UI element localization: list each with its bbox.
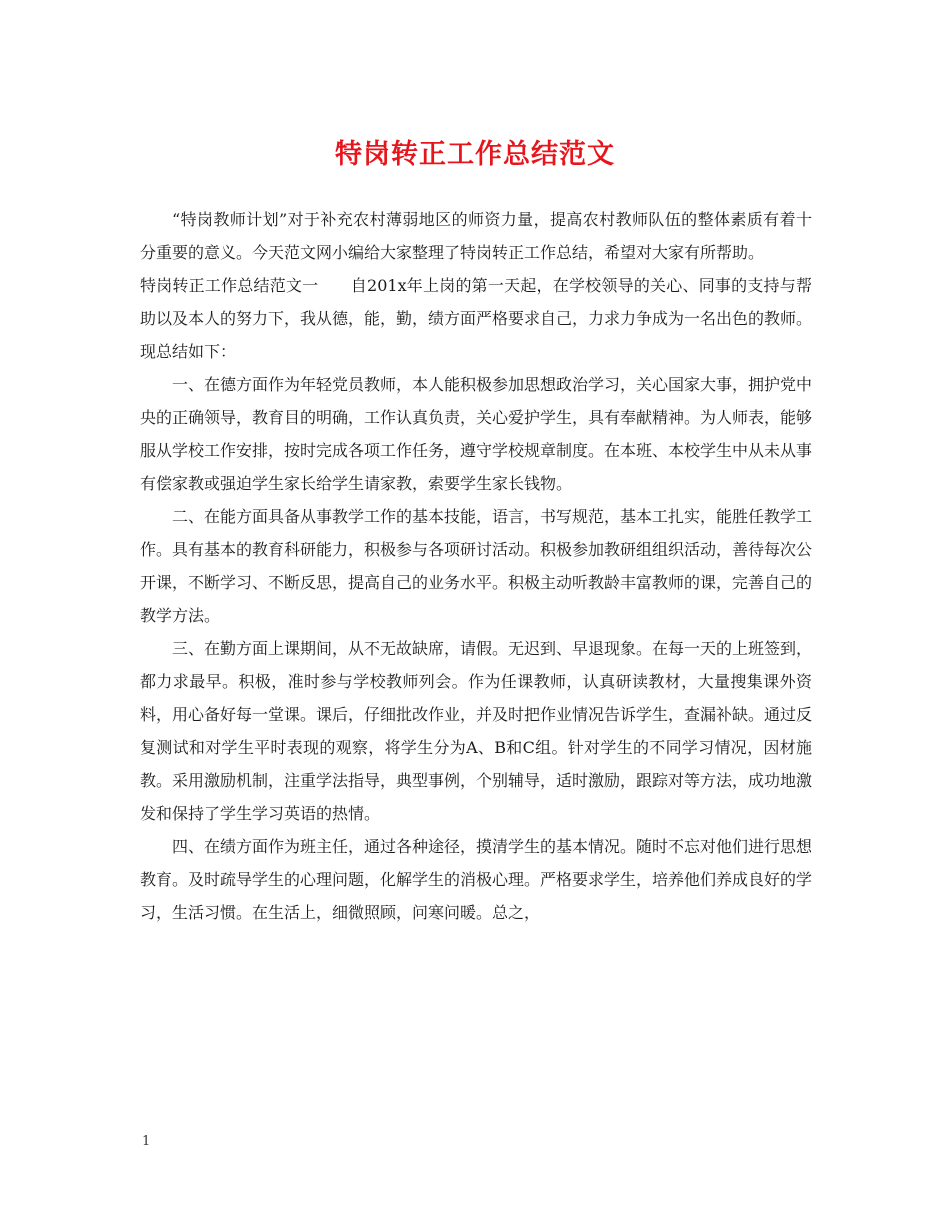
document-title: 特岗转正工作总结范文 (335, 139, 615, 170)
document-body (140, 203, 812, 929)
paragraph-virtue: 一、在德方面作为年轻党员教师，本人能积极参加思想政治学习，关心国家大事，拥护党中央的正确领导，教育目的明确，工作认真负责，关心爱护学生，具有奉献精神。为人师表，能够服从学校工作安排，按时完成各项工作任务，遵守学校规章制度。在本班、本校学生中从未从事有偿家教或强迫学生家长给学生请家教，索要学生家长钱物。 (140, 375, 813, 493)
paragraph-diligence: 三、在勤方面上课期间，从不无故缺席，请假。无迟到、早退现象。在每一天的上班签到，都力求最早。积极，准时参与学校教师列会。作为任课教师，认真研读教材，大量搜集课外资料，用心备好每一堂课。课后，仔细批改作业，并及时把作业情况告诉学生，查漏补缺。通过反复测试和对学生平时表现的观察，将学生分为A、B和C组。针对学生的不同学习情况，因材施教。采用激励机制，注重学法指导，典型事例，个别辅导，适时激励，跟踪对等方法，成功地激发和保持了学生学习英语的热情。 (140, 639, 813, 823)
paragraph-ability: 二、在能方面具备从事教学工作的基本技能，语言，书写规范，基本工扎实，能胜任教学工作。具有基本的教育科研能力，积极参与各项研讨活动。积极参加教研组组织活动，善待每次公开课，不断学习、不断反思，提高自己的业务水平。积极主动听教龄丰富教师的课，完善自己的教学方法。 (140, 507, 813, 625)
paragraph-achievement: 四、在绩方面作为班主任，通过各种途径，摸清学生的基本情况。随时不忘对他们进行思想教育。及时疏导学生的心理问题，化解学生的消极心理。严格要求学生，培养他们养成良好的学习，生活习惯。在生活上，细微照顾，问寒问暖。总之， (140, 837, 813, 922)
paragraph-sample-one: 特岗转正工作总结范文一 自201x年上岗的第一天起，在学校领导的关心、同事的支持与帮助以及本人的努力下，我从德，能，勤，绩方面严格要求自己，力求力争成为一名出色的教师。现总结如下： (140, 276, 813, 361)
page-number: 1 (142, 1134, 151, 1149)
paragraph-intro: “特岗教师计划”对于补充农村薄弱地区的师资力量，提高农村教师队伍的整体素质有着十分重要的意义。今天范文网小编给大家整理了特岗转正工作总结，希望对大家有所帮助。 (140, 210, 812, 262)
